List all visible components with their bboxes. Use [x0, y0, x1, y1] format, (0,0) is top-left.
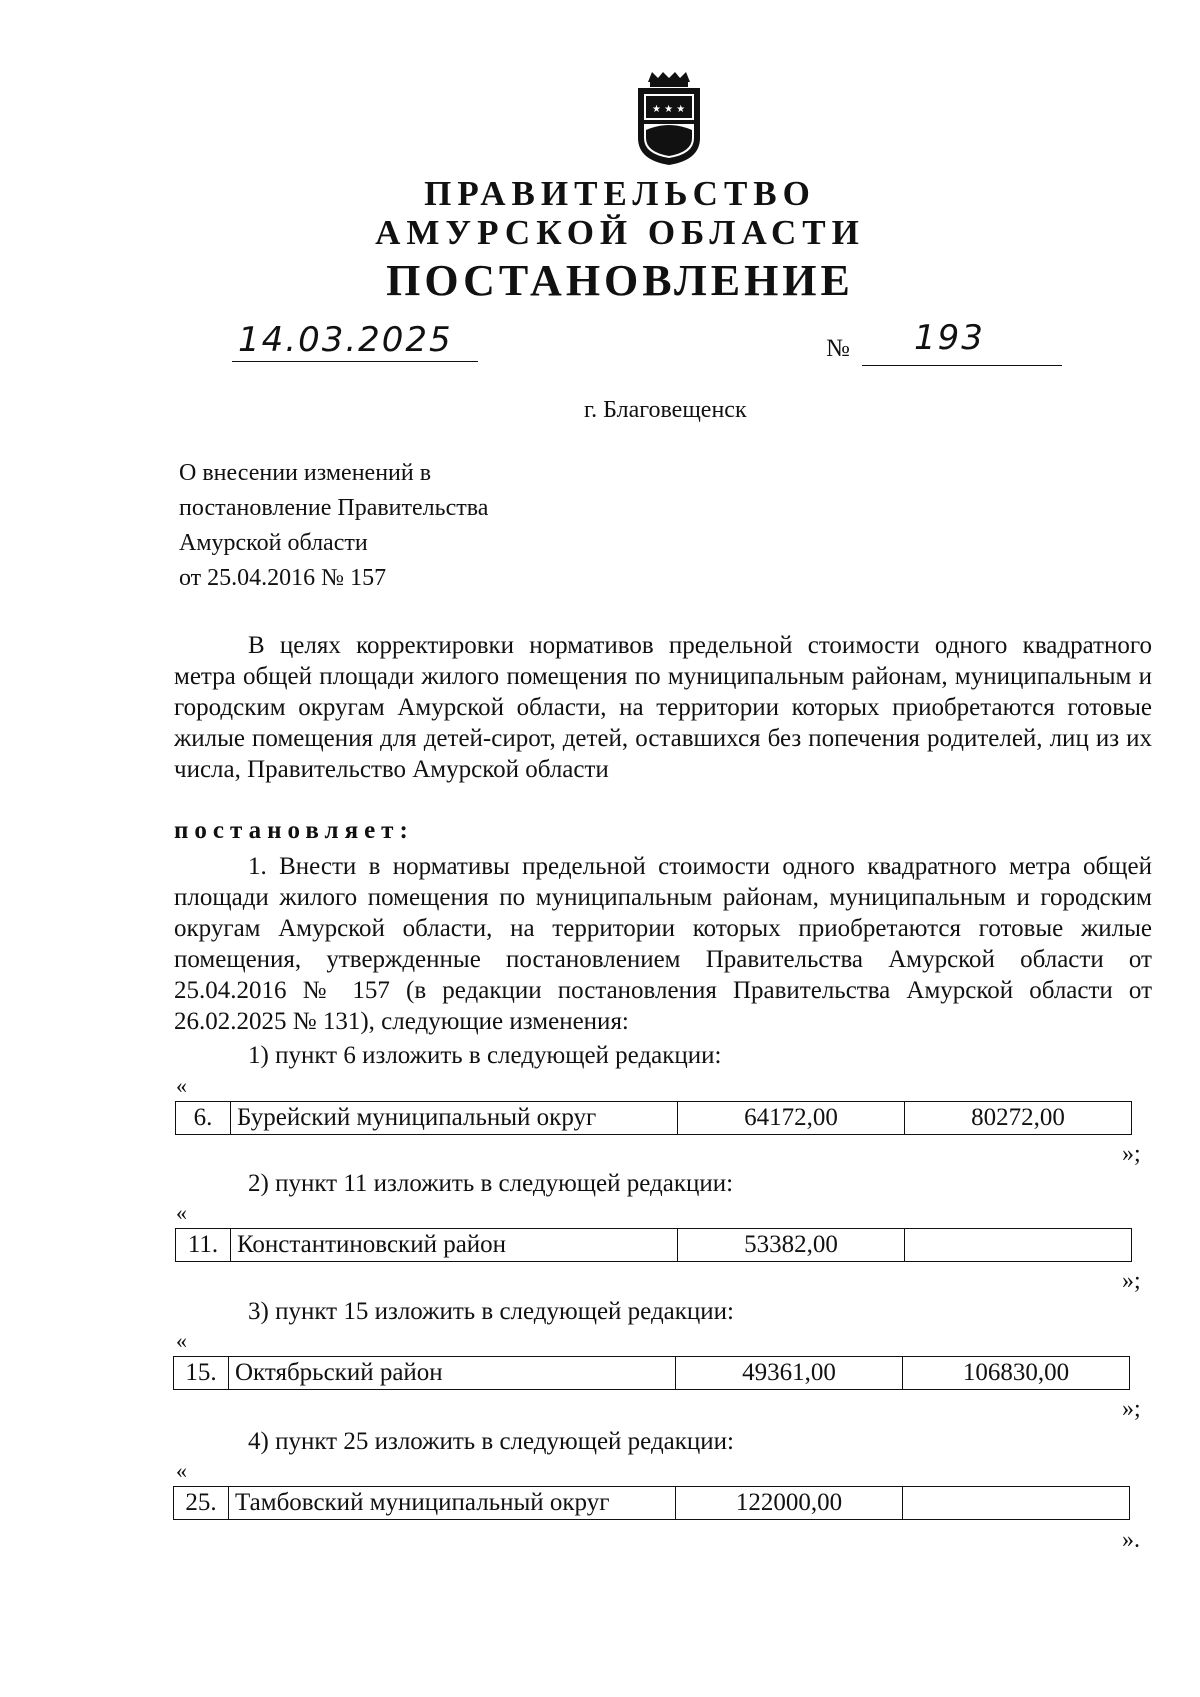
closing-quote: »; [1122, 1141, 1141, 1167]
table-row [176, 1229, 1132, 1262]
intro-text: В целях корректировки нормативов предельной стоимости одного квадратного метра общей площади жилого помещения по муниципальным районам, муниципальным и городским округам Амурской области, на территории которых приобретаются готовые жилые помещения для детей-сирот, детей, оставшихся без попечения родителей, лиц из их числа, Правительство Амурской области [174, 632, 1152, 783]
amendment-table [173, 1356, 1130, 1390]
table-row [174, 1487, 1130, 1520]
cost-value-1: 122000,00 [676, 1487, 903, 1520]
amendment-label: 1) пункт 6 изложить в следующей редакции: [248, 1042, 722, 1069]
municipality-name: Константиновский район [231, 1229, 678, 1262]
amendment-table [173, 1486, 1130, 1520]
subject-line: О внесении изменений в [179, 460, 432, 486]
document-subject [179, 456, 488, 596]
decree-word: постановляет: [174, 817, 414, 844]
table-row [176, 1102, 1132, 1135]
government-name-line1: ПРАВИТЕЛЬСТВО [424, 174, 816, 213]
amendment-label: 3) пункт 15 изложить в следующей редакции: [248, 1298, 734, 1325]
closing-quote: »; [1122, 1396, 1141, 1422]
amendment-label: 2) пункт 11 изложить в следующей редакции: [248, 1170, 734, 1197]
point-1-text: 1. Внести в нормативы предельной стоимости одного квадратного метра общей площади жилого помещения по муниципальным районам, муниципальным и городским округам Амурской области, на территории которых приобретаются готовые жилые помещения, утвержденные постановлением Правительства Амурской области от 25.04.2016 № 157 (в редакции постановления Правительства Амурской области от 26.02.2025 № 131), следующие изменения: [174, 853, 1152, 1035]
cost-value-2: 106830,00 [903, 1357, 1130, 1390]
closing-quote: ». [1122, 1527, 1140, 1553]
document-number: 193 [914, 318, 985, 358]
row-number: 11. [176, 1229, 231, 1262]
municipality-name: Тамбовский муниципальный округ [229, 1487, 676, 1520]
row-number: 25. [174, 1487, 229, 1520]
municipality-name: Бурейский муниципальный округ [231, 1102, 678, 1135]
subject-line: от 25.04.2016 № 157 [179, 565, 387, 591]
amur-region-coat-of-arms-icon [630, 68, 708, 166]
intro-paragraph [174, 630, 1152, 785]
opening-quote: « [176, 1073, 187, 1098]
closing-quote: »; [1122, 1268, 1141, 1294]
amendment-table [175, 1101, 1132, 1135]
document-date: 14.03.2025 [238, 320, 453, 360]
amendment-label: 4) пункт 25 изложить в следующей редакции: [248, 1428, 734, 1455]
opening-quote: « [176, 1200, 187, 1225]
number-sign: № [826, 335, 850, 362]
row-number: 6. [176, 1102, 231, 1135]
document-type-title: ПОСТАНОВЛЕНИЕ [386, 256, 854, 305]
cost-value-1: 64172,00 [678, 1102, 905, 1135]
table-row [174, 1357, 1130, 1390]
amendment-table [175, 1228, 1132, 1262]
cost-value-2 [905, 1229, 1132, 1262]
cost-value-1: 53382,00 [678, 1229, 905, 1262]
point-1-paragraph [174, 851, 1152, 1037]
city-name: г. Благовещенск [584, 397, 747, 423]
municipality-name: Октябрьский район [229, 1357, 676, 1390]
subject-line: Амурской области [179, 530, 368, 556]
opening-quote: « [176, 1458, 187, 1483]
cost-value-1: 49361,00 [676, 1357, 903, 1390]
cost-value-2: 80272,00 [905, 1102, 1132, 1135]
opening-quote: « [176, 1328, 187, 1353]
row-number: 15. [174, 1357, 229, 1390]
cost-value-2 [903, 1487, 1130, 1520]
subject-line: постановление Правительства [179, 495, 489, 521]
number-underline [862, 365, 1062, 366]
date-underline [232, 361, 478, 362]
government-name-line2: АМУРСКОЙ ОБЛАСТИ [375, 213, 865, 252]
svg-text:★ ★ ★: ★ ★ ★ [652, 104, 686, 115]
